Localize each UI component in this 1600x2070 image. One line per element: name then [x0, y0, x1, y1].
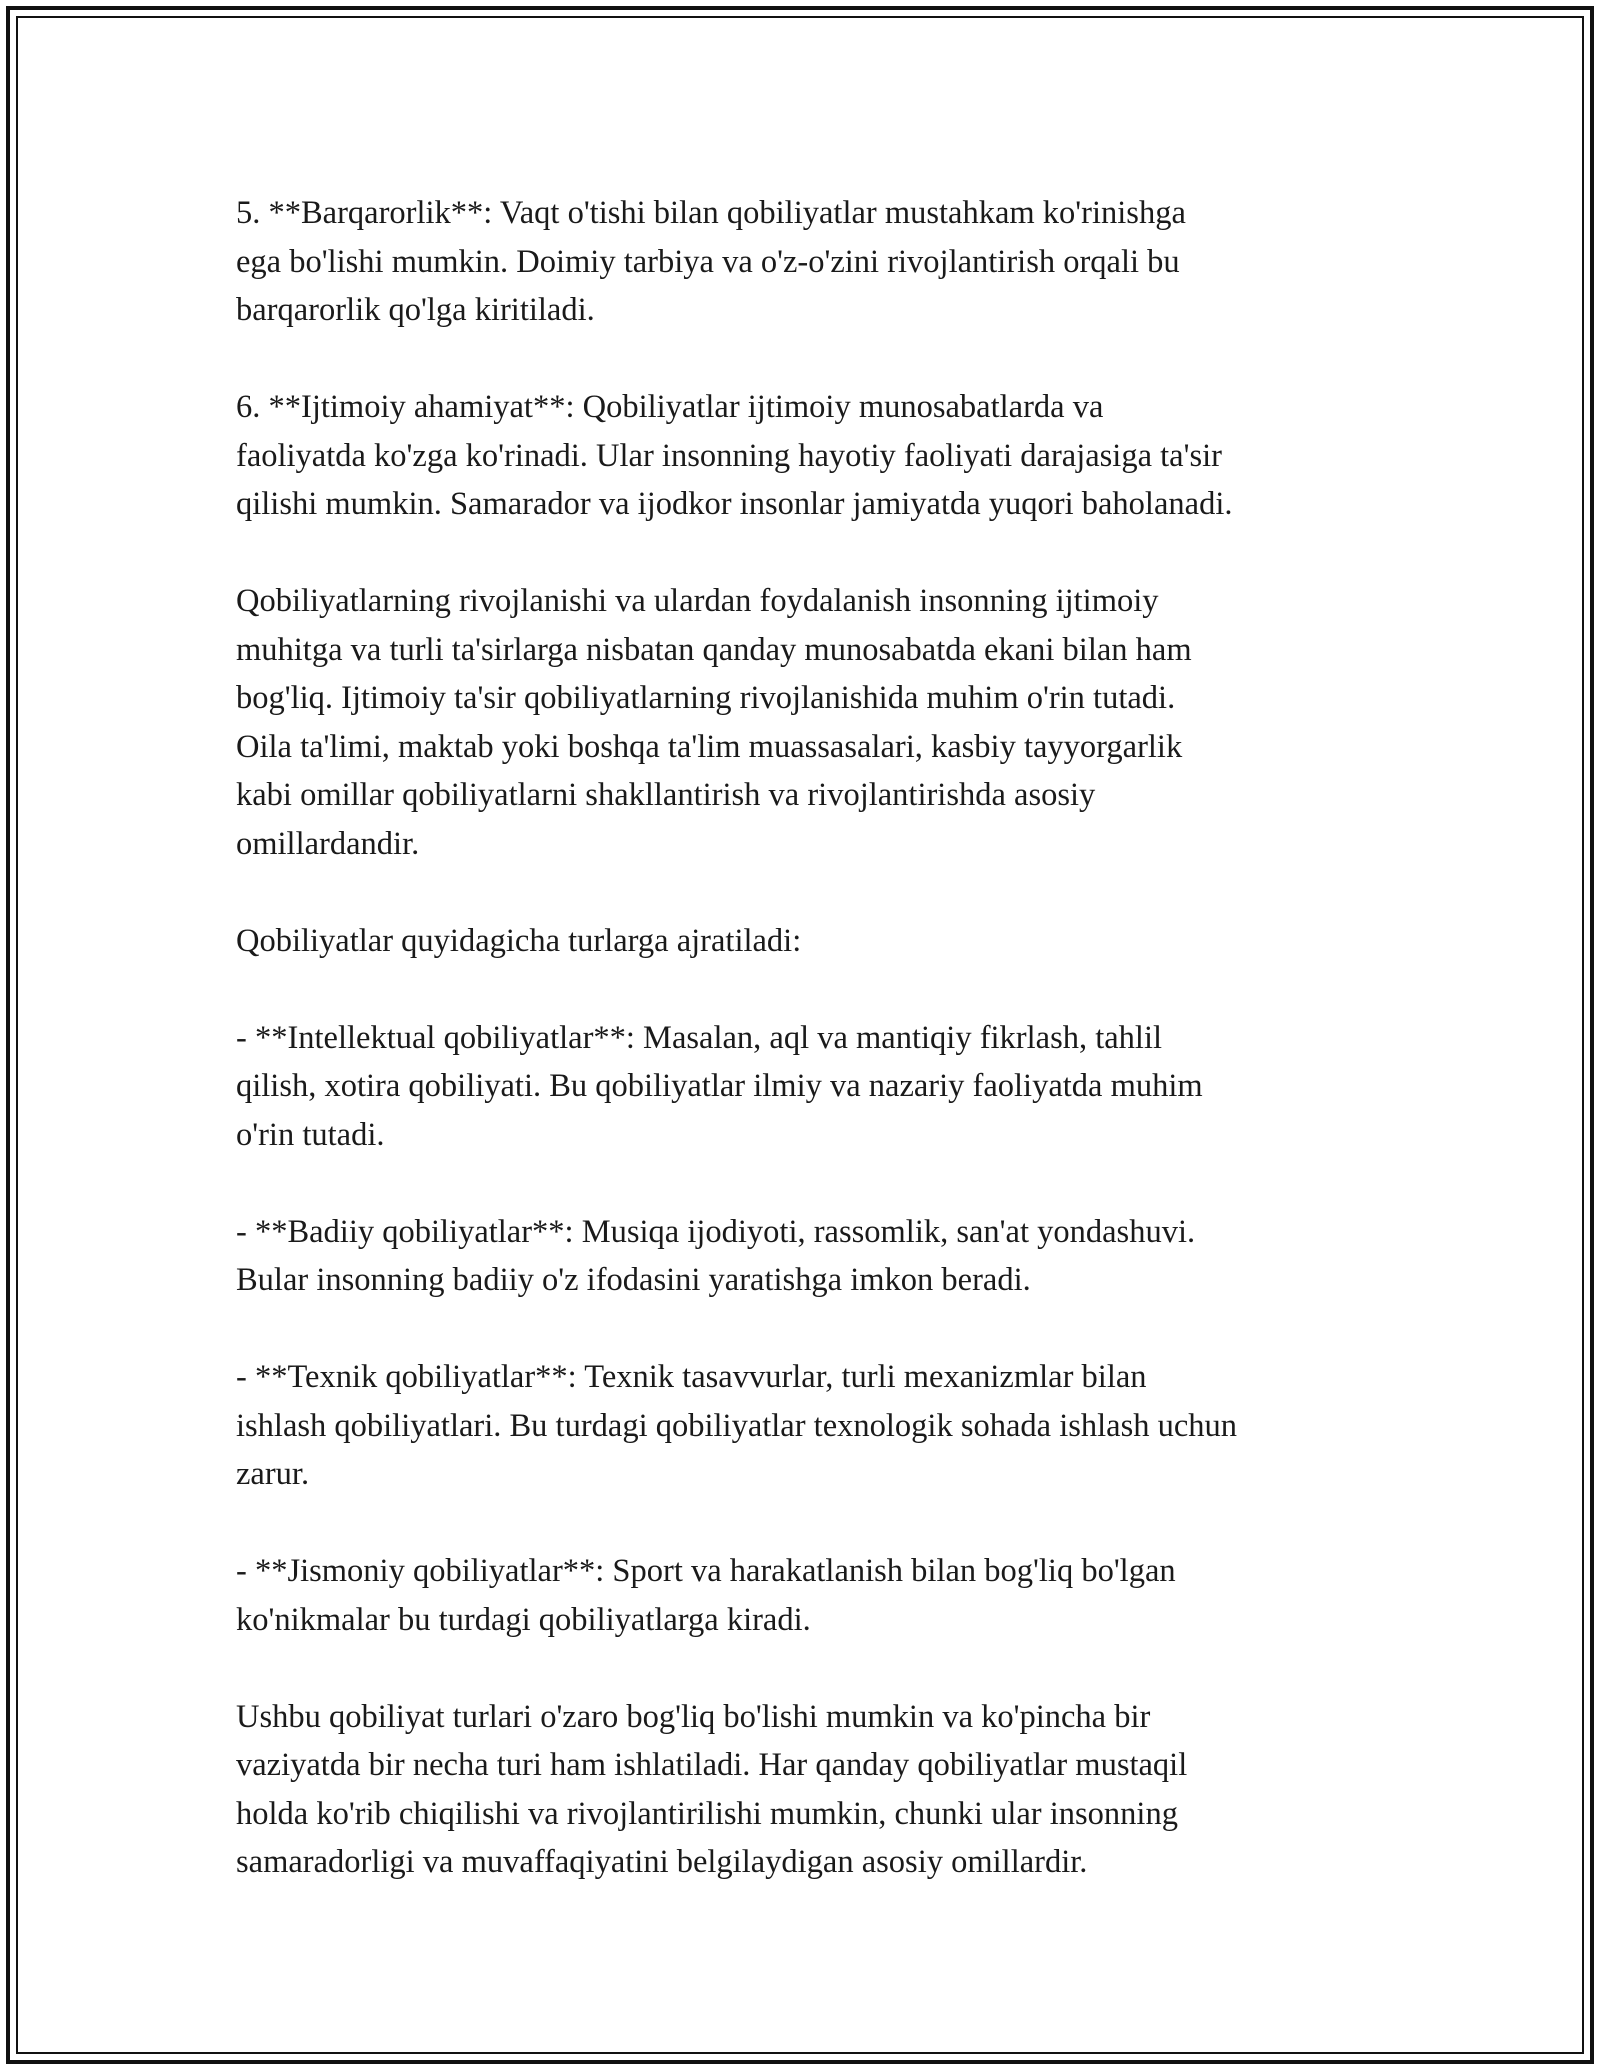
paragraph-barqarorlik: 5. **Barqarorlik**: Vaqt o'tishi bilan qobiliyatlar mustahkam ko'rinishga ega bo'lishi mumkin. Doimiy tarbiya va o'z-o'zini rivojlantirish orqali bu barqarorlik qo'lga kiritiladi.: [236, 195, 1186, 328]
paragraph-ijtimoiy-ahamiyat: 6. **Ijtimoiy ahamiyat**: Qobiliyatlar ijtimoiy munosabatlarda va faoliyatda ko'zga ko'rinadi. Ular insonning hayotiy faoliyati darajasiga ta'sir qilishi mumkin. Samarador va ijodkor insonlar jamiyatda yuqori baholanadi.: [236, 389, 1233, 522]
list-item-texnik: - **Texnik qobiliyatlar**: Texnik tasavvurlar, turli mexanizmlar bilan ishlash qobiliyatlari. Bu turdagi qobiliyatlar texnologik sohada ishlash uchun zarur.: [236, 1359, 1238, 1492]
list-item-intellektual: - **Intellektual qobiliyatlar**: Masalan, aql va mantiqiy fikrlash, tahlil qilish, xotira qobiliyati. Bu qobiliyatlar ilmiy va nazariy faoliyatda muhim o'rin tutadi.: [236, 1019, 1203, 1153]
list-item-badiiy: - **Badiiy qobiliyatlar**: Musiqa ijodiyoti, rassomlik, san'at yondashuvi. Bular insonning badiiy o'z ifodasini yaratishga imkon beradi.: [236, 1213, 1196, 1298]
paragraph-turlar-intro: Qobiliyatlar quyidagicha turlarga ajratiladi:: [236, 922, 802, 959]
paragraph-conclusion: Ushbu qobiliyat turlari o'zaro bog'liq bo'lishi mumkin va ko'pincha bir vaziyatda bir necha turi ham ishlatiladi. Har qanday qobiliyatlar mustaqil holda ko'rib chiqilishi va rivojlantirilishi mumkin, chunki ular insonning samaradorligi va muvaffaqiyatini belgilaydigan asosiy omillardir.: [236, 1698, 1188, 1880]
document-body: [236, 189, 1386, 1887]
paragraph-rivojlanish: Qobiliyatlarning rivojlanishi va ulardan foydalanish insonning ijtimoiy muhitga va turli ta'sirlarga nisbatan qanday munosabatda ekani bilan ham bog'liq. Ijtimoiy ta'sir qobiliyatlarning rivojlanishida muhim o'rin tutadi. Oila ta'limi, maktab yoki boshqa ta'lim muassasalari, kasbiy tayyorgarlik kabi omillar qobiliyatlarni shakllantirish va rivojlantirishda asosiy omillardandir.: [236, 583, 1192, 862]
list-item-jismoniy: - **Jismoniy qobiliyatlar**: Sport va harakatlanish bilan bog'liq bo'lgan ko'nikmalar bu turdagi qobiliyatlarga kiradi.: [236, 1553, 1176, 1638]
